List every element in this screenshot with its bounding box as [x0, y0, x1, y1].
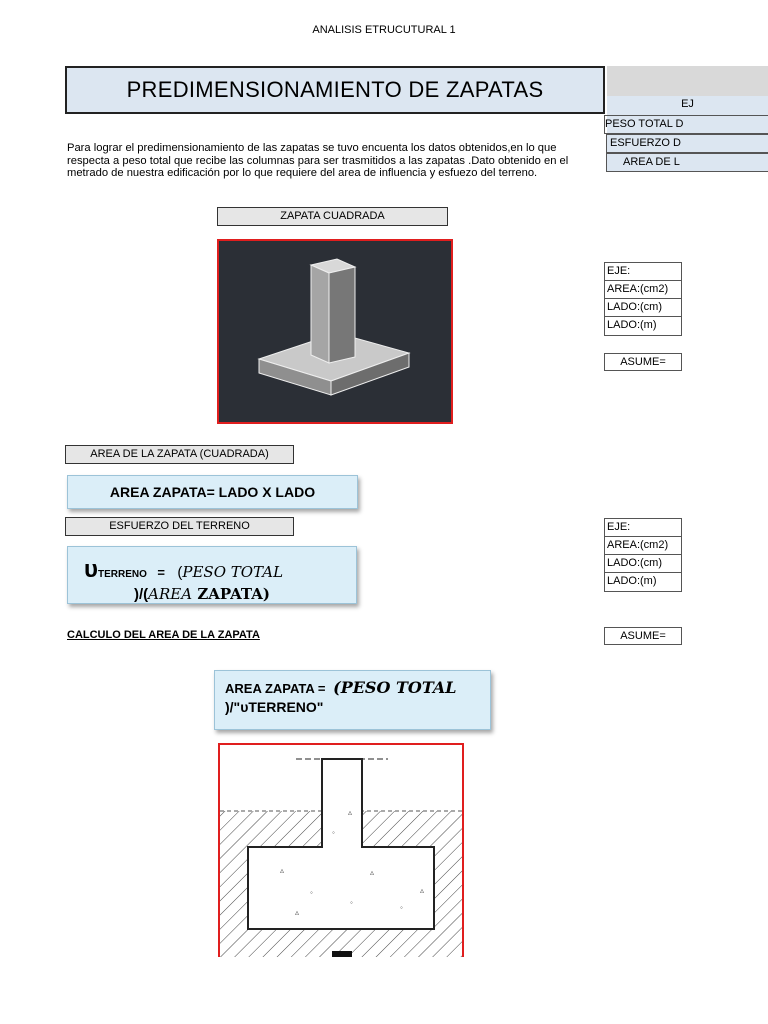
footing-3d-render-icon	[219, 241, 451, 422]
page-title-text: PREDIMENSIONAMIENTO DE ZAPATAS	[126, 77, 544, 102]
side-table-1-lado-cm: LADO:(cm)	[605, 299, 681, 317]
right-panel-row-eje: EJ	[681, 98, 694, 110]
calc-line2: )/"υTERRENO"	[225, 699, 324, 715]
side-table-2-area: AREA:(cm2)	[605, 537, 681, 555]
svg-text:◦: ◦	[350, 898, 353, 907]
right-panel-row-area: AREA DE L	[606, 153, 768, 172]
side-table-1-eje: EJE:	[605, 263, 681, 281]
side-table-1	[604, 262, 682, 336]
sigma-peso-total: PESO TOTAL	[182, 563, 284, 581]
document-header: ANALISIS ETRUCUTURAL 1	[312, 24, 456, 36]
sigma-line2-prefix: )/(	[134, 586, 149, 603]
area-formula-text: AREA ZAPATA= LADO X LADO	[109, 484, 316, 500]
footing-section-drawing	[218, 743, 464, 957]
right-panel-header	[607, 66, 768, 96]
side-table-2-lado-m: LADO:(m)	[607, 575, 657, 587]
asume-2: ASUME=	[604, 627, 682, 645]
svg-text:◦: ◦	[310, 888, 313, 897]
side-table-1-area: AREA:(cm2)	[605, 281, 681, 299]
right-panel-row-peso: PESO TOTAL D	[604, 115, 768, 134]
side-table-2	[604, 518, 682, 592]
asume-1: ASUME=	[604, 353, 682, 371]
footing-3d-render	[217, 239, 453, 424]
calc-peso-total: (PESO TOTAL	[333, 678, 457, 697]
footing-section-drawing-icon	[220, 745, 462, 957]
sigma-paren: (	[177, 564, 183, 581]
calc-prefix: AREA ZAPATA =	[225, 681, 330, 696]
right-panel-row-esfuerzo: ESFUERZO D	[606, 134, 768, 153]
intro-paragraph: Para lograr el predimensionamiento de las zapatas se tuvo encuenta los datos obtenidos,en lo que respecta a peso total que recibe las columnas para ser trasmitidos a las zapatas .Dato obtenido en el metrado de nuestra edificación por lo que requiere del area de influencia y esfuezo del terreno.	[67, 142, 569, 179]
label-esfuerzo-terreno: ESFUERZO DEL TERRENO	[65, 517, 294, 536]
svg-text:◦: ◦	[400, 903, 403, 912]
sigma-area: AREA	[148, 585, 193, 603]
side-table-2-eje: EJE:	[605, 519, 681, 537]
svg-text:▵: ▵	[280, 866, 285, 875]
svg-text:▵: ▵	[348, 808, 353, 817]
sigma-zapata: ZAPATA)	[192, 585, 270, 603]
right-panel	[607, 96, 768, 172]
esfuerzo-formula-box	[67, 546, 357, 604]
calc-formula-box	[214, 670, 491, 730]
side-table-2-lado-cm: LADO:(cm)	[605, 555, 681, 573]
svg-text:▵: ▵	[370, 868, 375, 877]
sigma-equals: =	[157, 565, 165, 580]
sigma-symbol: υ	[84, 556, 98, 583]
svg-text:◦: ◦	[332, 828, 335, 837]
page-title	[65, 66, 605, 114]
label-zapata-cuadrada: ZAPATA CUADRADA	[217, 207, 448, 226]
sigma-subscript: TERRENO	[97, 569, 147, 580]
label-area-zapata: AREA DE LA ZAPATA (CUADRADA)	[65, 445, 294, 464]
svg-text:▵: ▵	[295, 908, 300, 917]
side-table-1-lado-m: LADO:(m)	[607, 319, 657, 331]
svg-text:▵: ▵	[420, 886, 425, 895]
area-formula-box	[67, 475, 358, 509]
label-calculo-area: CALCULO DEL AREA DE LA ZAPATA	[67, 629, 260, 641]
